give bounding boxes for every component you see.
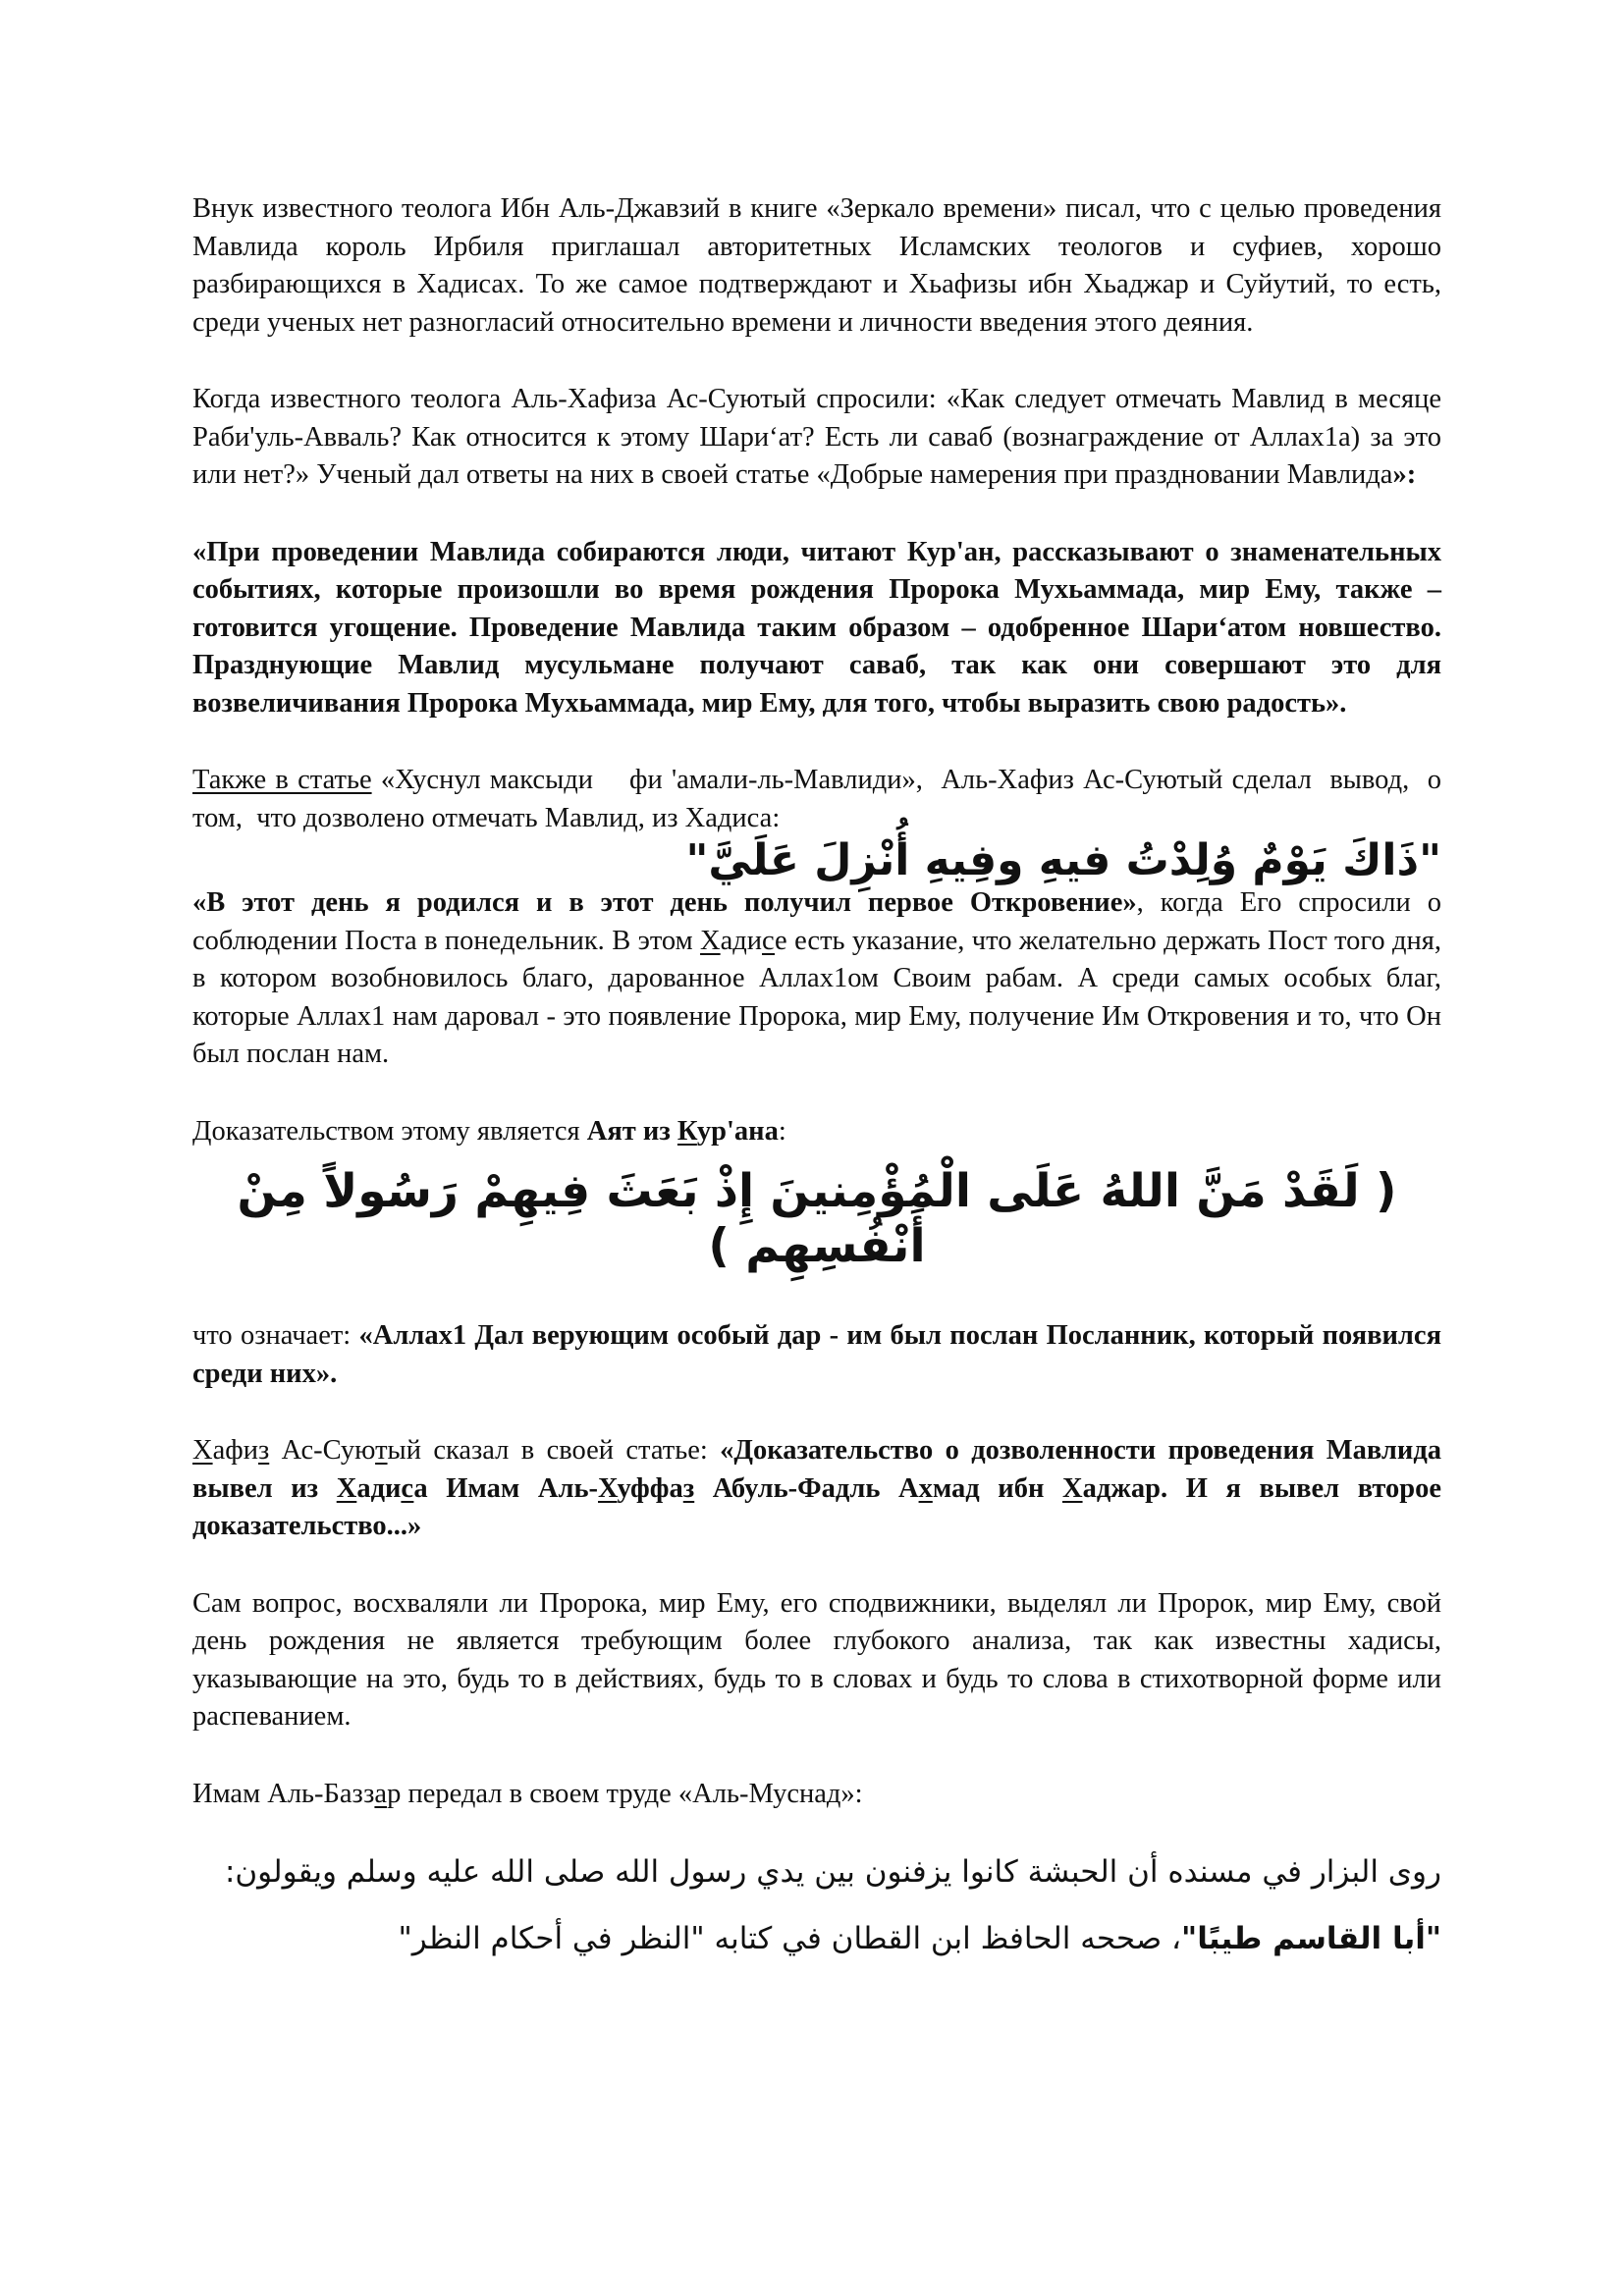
arabic-line-2 <box>192 1919 1441 1958</box>
paragraph-6-bold1: Аят из <box>586 1115 677 1147</box>
arabic-ayat: ( لَقَدْ مَنَّ اللهُ عَلَى الْمُؤْمِنينَ إِذْ بَعَثَ فِيهِمْ رَسُولاً مِنْ أَنْفُسِهِم ) <box>237 1164 1397 1273</box>
paragraph-8-bu5: д <box>835 1472 850 1504</box>
paragraph-4 <box>192 762 1449 837</box>
paragraph-8-u2: з <box>257 1435 270 1466</box>
arabic-line-2-rest: ، صححه الحافظ ابن القطان في كتابه "النظر في أحكام النظر" <box>398 1921 1182 1956</box>
paragraph-8-a: афи <box>212 1435 258 1466</box>
paragraph-8-bold1: «Доказательство о дозволенности проведения Мавлида вывел из <box>192 1435 1441 1504</box>
paragraph-8-b: Ас-Сую <box>269 1435 376 1466</box>
paragraph-10-b: р передал в своем труде «Аль-Муснад»: <box>387 1778 863 1809</box>
paragraph-4-underlined: Также в статье <box>192 765 372 795</box>
paragraph-8-u3: т <box>375 1435 388 1466</box>
paragraph-8-bold5: Абуль-Фа <box>694 1472 836 1504</box>
arabic-line-1: روى البزار في مسنده أن الحبشة كانوا يزفنون بين يدي رسول الله صلى الله عليه وسلم ويقولون: <box>224 1854 1441 1890</box>
arabic-line-2-bold: "أبا القاسم طيبًا" <box>1181 1921 1441 1956</box>
paragraph-8-u1: Х <box>192 1435 213 1466</box>
paragraph-7-bold: «Аллах1 Дал верующим особый дар - им был послан Посланник, который появился среди них». <box>192 1320 1441 1389</box>
paragraph-2-bold-end: »: <box>1392 459 1417 490</box>
paragraph-8-bold3: а Имам Аль- <box>413 1472 599 1504</box>
paragraph-1: Внук известного теолога Ибн Аль-Джавзий в книге «Зеркало времени» писал, что с целью проведения Мавлида король Ирбиля приглашал авторитетных Исламских теологов и суфиев, хорошо разбирающихся в Хадисах. То же самое подтверждают и Хьафизы ибн Хьаджар и Суйутий, то есть, среди ученых нет разногласий относительно времени и личности введения этого деяния. <box>192 193 1441 338</box>
paragraph-10-a: Имам Аль-Базз <box>192 1778 375 1809</box>
paragraph-5-a: , когда Его спросили о соблюдении Поста в понедельник. В этом <box>192 887 1441 956</box>
paragraph-3-quote: «При проведении Мавлида собираются люди, читают Кур'ан, рассказывают о знаменательных событиях, которые произошли во время рождения Пророка Мухьаммада, мир Ему, также – готовится угощение. Проведение Мавлида таким образом – одобренное Шари‘атом новшество. Празднующие Мавлид мусульмане получают саваб, так как они совершают это для возвеличивания Пророка Мухьаммада, мир Ему, для того, чтобы выразить свою радость». <box>192 536 1441 719</box>
paragraph-8-bold2: ади <box>356 1472 402 1504</box>
paragraph-10-u: а <box>374 1778 388 1809</box>
paragraph-6-tail: : <box>778 1115 786 1147</box>
paragraph-2-text: Когда известного теолога Аль-Хафиза Ас-Суютый спросили: «Как следует отмечать Мавлид в месяце Раби'уль-Авваль? Как относится к этому Шари‘ат? Есть ли саваб (вознаграждение от Аллах1а) за это или нет?» Ученый дал ответы на них в своей статье «Добрые намерения при праздновании Мавлида <box>192 384 1441 490</box>
paragraph-10 <box>192 1776 1441 1814</box>
paragraph-4-text: «Хуснул максыди фи 'амали-ль-Мавлиди», Аль-Хафиз Ас-Суютый сделал вывод, о том, что дозволено отмечать Мавлид, из Хадиса: <box>192 765 1449 833</box>
paragraph-5-bold: «В этот день я родился и в этот день получил первое Откровение» <box>192 887 1137 918</box>
paragraph-8-bu3: Х <box>598 1472 618 1504</box>
paragraph-8-bold7: мад ибн <box>932 1472 1062 1504</box>
paragraph-8 <box>192 1432 1441 1546</box>
paragraph-8-bold4: уффа <box>617 1472 683 1504</box>
paragraph-8-bold8: аджар. И я вывел второе доказательство...» <box>192 1472 1442 1541</box>
paragraph-6 <box>192 1113 1441 1151</box>
arabic-hadith: "ذَاكَ يَوْمٌ وُلِدْتُ فيهِ وفِيهِ أُنْزِلَ عَلَيَّ" <box>685 835 1441 885</box>
paragraph-8-bu7: Х <box>1061 1472 1083 1504</box>
paragraph-5-u1: Х <box>700 925 721 956</box>
paragraph-9: Сам вопрос, восхваляли ли Пророка, мир Ему, его сподвижники, выделял ли Пророк, мир Ему, свой день рождения не является требующим более глубокого анализа, так как известны хадисы, указывающие на это, будь то в действиях, будь то в словах и будь то слова в стихотворной форме или распеванием. <box>192 1587 1441 1732</box>
paragraph-7-text: что означает: <box>192 1320 359 1351</box>
paragraph-2 <box>192 381 1441 495</box>
paragraph-6-bold2: ур'ана <box>696 1115 779 1147</box>
paragraph-8-bu2: с <box>401 1472 414 1504</box>
paragraph-5-c: е есть указание, что желательно держать Пост того дня, в котором возобновилось благо, дарованное Аллах1ом Своим рабам. А среди самых особых благ, которые Аллах1 нам даровал - это появление Пророка, мир Ему, получение Им Откровения и то, что Он был послан нам. <box>192 925 1441 1069</box>
paragraph-5-u2: с <box>762 925 776 956</box>
paragraph-5 <box>192 884 1441 1074</box>
paragraph-7 <box>192 1317 1441 1393</box>
paragraph-8-bu4: з <box>682 1472 695 1504</box>
paragraph-6-bold-u: К <box>677 1115 697 1147</box>
paragraph-8-bu1: Х <box>336 1472 357 1504</box>
paragraph-8-bu6: х <box>918 1472 933 1504</box>
paragraph-6-text: Доказательством этому является <box>192 1115 587 1147</box>
paragraph-8-c: ый сказал в своей статье: <box>387 1435 721 1466</box>
paragraph-8-bold6: ль А <box>849 1472 919 1504</box>
paragraph-5-b: ади <box>720 925 763 956</box>
document-body <box>192 190 1449 1986</box>
